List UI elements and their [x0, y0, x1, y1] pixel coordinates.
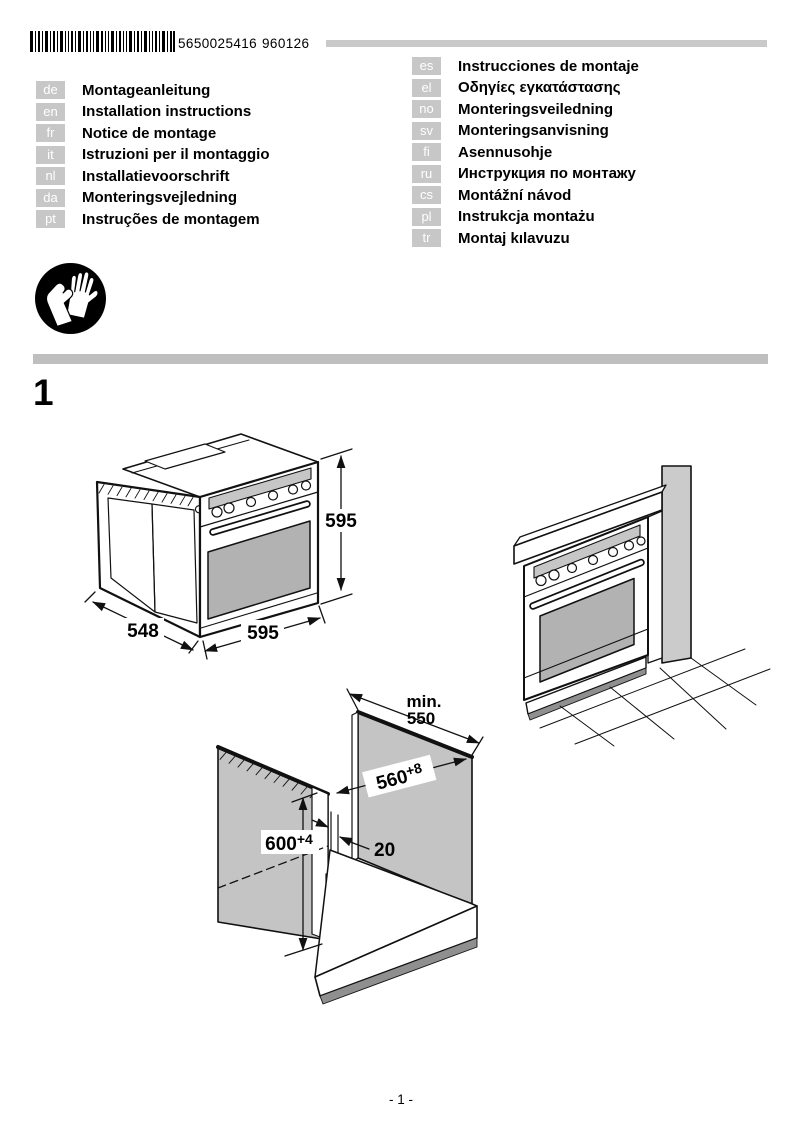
lang-code-chip: da: [36, 189, 65, 207]
lang-code-chip: sv: [412, 122, 441, 140]
lang-code-chip: el: [412, 79, 441, 97]
dim-niche-width-tolerance: +8: [404, 759, 424, 779]
lang-title: Monteringsveiledning: [458, 100, 614, 118]
lang-code-chip: de: [36, 81, 65, 99]
lang-title: Инструкция по монтажу: [458, 165, 636, 182]
lang-code-chip: en: [36, 103, 65, 121]
lang-code-chip: pt: [36, 210, 65, 228]
lang-title: Monteringsanvisning: [458, 122, 609, 139]
lang-title: Asennusohje: [458, 143, 553, 161]
installed-oven-drawing: [514, 466, 770, 746]
oven-isometric-drawing: [97, 434, 318, 637]
lang-title: Installatievoorschrift: [82, 167, 230, 185]
lang-title: Notice de montage: [82, 124, 217, 142]
barcode-number: 5650025416: [178, 36, 258, 51]
lang-title: Monteringsvejledning: [82, 189, 238, 206]
dim-niche-depth-value: 550: [406, 709, 436, 728]
lang-code-chip: fr: [36, 124, 65, 142]
lang-code-chip: no: [412, 100, 441, 118]
dim-niche-height: 600+4: [265, 831, 313, 855]
lang-title: Οδηγίες εγκατάστασης: [458, 79, 621, 96]
lang-title: Installation instructions: [82, 103, 252, 120]
lang-title: Istruzioni per il montaggio: [82, 146, 270, 163]
cabinet-niche-drawing: [218, 712, 477, 1004]
dim-oven-depth: 548: [127, 621, 159, 642]
lang-title: Montageanleitung: [82, 81, 211, 99]
lang-code-chip: es: [412, 57, 441, 75]
lang-title: Instrucciones de montaje: [458, 57, 639, 75]
dim-niche-width-value: 560: [374, 766, 411, 795]
lang-title: Instrukcja montażu: [458, 208, 595, 225]
dim-oven-height: 595: [325, 511, 357, 532]
lang-code-chip: nl: [36, 167, 65, 185]
lang-code-chip: cs: [412, 186, 441, 204]
lang-title: Montaj kılavuzu: [458, 229, 570, 247]
lang-code-chip: fi: [412, 143, 441, 161]
dim-oven-width: 595: [247, 623, 279, 644]
dim-niche-depth-min: min.: [406, 692, 442, 711]
lang-code-chip: ru: [412, 165, 441, 183]
print-code: 960126: [262, 36, 310, 51]
dim-rear-clearance: 20: [374, 840, 396, 861]
lang-code-chip: it: [36, 146, 65, 164]
lang-code-chip: tr: [412, 229, 441, 247]
page-number: - 1 -: [388, 1092, 413, 1107]
lang-code-chip: pl: [412, 208, 441, 226]
lang-title: Montážní návod: [458, 186, 572, 204]
figure-number: 1: [33, 372, 54, 413]
lang-title: Instruções de montagem: [82, 210, 260, 228]
